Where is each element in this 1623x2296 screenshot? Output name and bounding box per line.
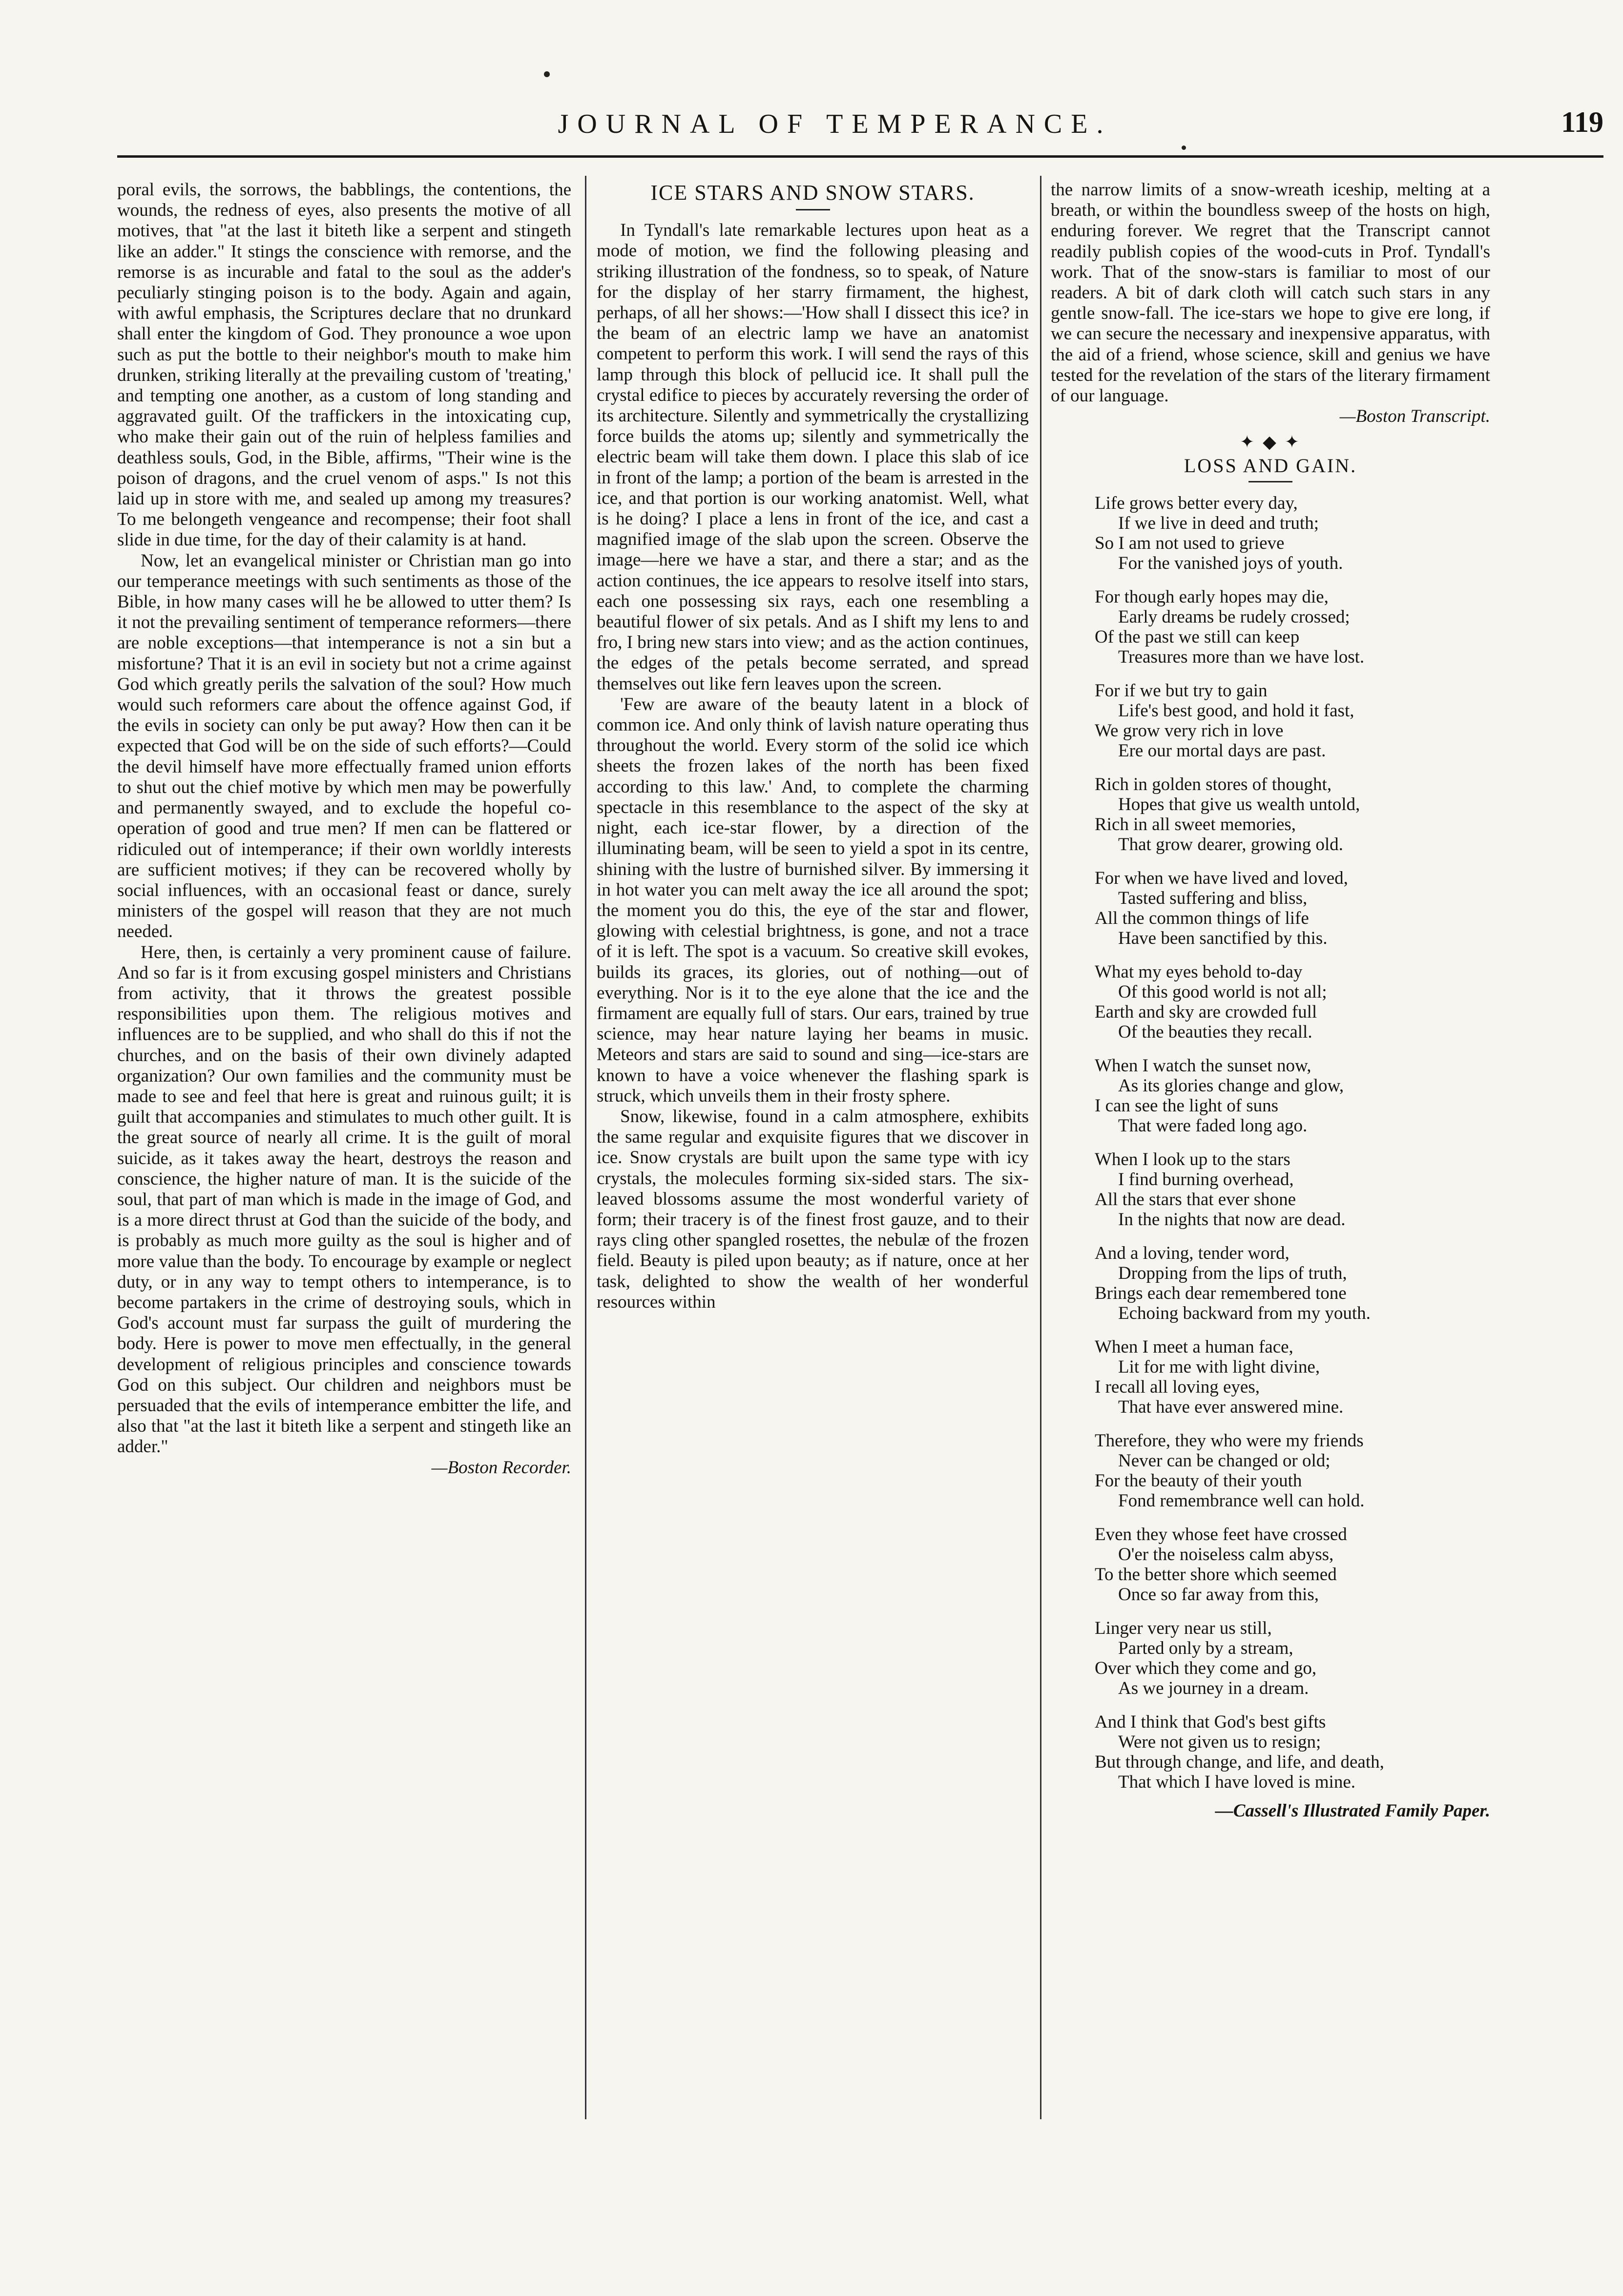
poem-line: Rich in all sweet memories, [1095, 814, 1296, 835]
poem-line: Linger very near us still, [1095, 1618, 1272, 1638]
poem-line: O'er the noiseless calm abyss, [1118, 1544, 1334, 1565]
poem-line: I find burning overhead, [1118, 1169, 1294, 1190]
poem-line: Lit for me with light divine, [1118, 1357, 1320, 1377]
poem-line: Of this good world is not all; [1118, 981, 1327, 1002]
poem-stanza [1095, 493, 1490, 573]
poem-line: When I watch the sunset now, [1095, 1055, 1311, 1076]
poem-stanza [1095, 587, 1490, 667]
article-source: —Boston Recorder. [431, 1457, 571, 1478]
poem-line: What my eyes behold to-day [1095, 961, 1303, 982]
ornamental-divider: ✦ ◆ ✦ [1239, 432, 1301, 452]
article-paragraph: Snow, likewise, found in a calm atmosphere, exhibits the same regular and exquisite figures that we discover in ice. Snow crystals are built upon the same type with icy crystals, the molecules forming six-sided stars. The six-leaved blossoms assume the most wonderful variety of form; their tracery is of the finest frost gauze, and to their rays cling other spangled rosettes, the nebulæ of the frozen field. Beauty is piled upon beauty; as if nature, once at her task, delighted to show the wealth of her wonderful resources within [597, 1106, 1029, 1312]
poem-line: Have been sanctified by this. [1118, 928, 1328, 948]
column-one [117, 180, 571, 2118]
poem-line: If we live in deed and truth; [1118, 513, 1319, 533]
poem-line: Were not given us to resign; [1118, 1732, 1321, 1752]
poem [1051, 493, 1490, 1792]
poem-line: And I think that God's best gifts [1095, 1712, 1326, 1732]
poem-line: Ere our mortal days are past. [1118, 740, 1326, 761]
column-divider [585, 176, 586, 2119]
poem-stanza [1095, 962, 1490, 1042]
article-paragraph: 'Few are aware of the beauty latent in a block of common ice. And only think of lavish nature operating thus throughout the world. Every storm of the solid ice which sheets the frozen lakes of the north has been fixed according to this law.' And, to complete the charming spectacle in this resemblance to the aspect of the sky at night, each ice-star flower, by a direction of the illuminating beam, will be seen to yield a spot in its centre, shining with the lustre of burnished silver. By immersing it in hot water you can melt away the ice all around the spot; the moment you do this, the eye of the star and flower, glowing with celestial brightness, is gone, and not a trace of it is left. The spot is a vacuum. So creative skill evokes, builds its graces, its glories, out of nothing—out of everything. Nor is it to the eye alone that the ice and the firmament are equally full of stars. Our ears, trained by true science, may hear nature laying her beams in music. Meteors and stars are said to sound and sing—ice-stars are known to have a voice whenever the flashing spark is struck, which unveils them in their frosty sphere. [597, 694, 1029, 1106]
poem-line: When I meet a human face, [1095, 1336, 1293, 1357]
poem-line: Dropping from the lips of truth, [1118, 1263, 1347, 1283]
article-paragraph: Now, let an evangelical minister or Christian man go into our temperance meetings with such sentiments as those of the Bible, in how many cases will he be allowed to utter them? Is it not the prevailing sentiment of temperance reformers—there are noble exceptions—that intemperance is not a sin but a misfortune? That it is an evil in society but not a crime against God which greatly perils the salvation of the soul? How much would such reformers care about the offence against God, if the evils in society can only be put away? How then can it be expected that God will be on the side of such efforts?—Could the devil himself have more effectually framed union efforts to shut out the chief motive by which men may be powerfully and permanently swayed, and to exclude the hopeful co-operation of good and true men? If men can be flattered or ridiculed out of intemperance; if their own worldly interests are sufficient motives; if they can be recovered wholly by social influences, with an occasional feast or dance, surely ministers of the gospel will reason that they are not much needed. [117, 550, 571, 942]
poem-title: LOSS AND GAIN. [1184, 454, 1357, 477]
poem-line: As we journey in a dream. [1118, 1678, 1309, 1698]
poem-line: For if we but try to gain [1095, 680, 1268, 701]
poem-line: I recall all loving eyes, [1095, 1377, 1260, 1397]
poem-line: Life's best good, and hold it fast, [1118, 700, 1354, 721]
poem-source: —Cassell's Illustrated Family Paper. [1215, 1800, 1490, 1821]
poem-line: Rich in golden stores of thought, [1095, 774, 1332, 794]
running-header: JOURNAL OF TEMPERANCE. [558, 109, 1112, 139]
title-rule [1248, 481, 1292, 482]
article-continuation: the narrow limits of a snow-wreath iceship, melting at a breath, or within the boundless sweep of the hosts on high, enduring forever. We regret that the Transcript cannot readily publish copies of the wood-cuts in Prof. Tyndall's work. That of the snow-stars is familiar to most of our readers. A bit of dark cloth will catch such stars in any gentle snow-fall. The ice-stars we hope to give ere long, if we can secure the necessary and inexpensive apparatus, with the aid of a friend, whose science, skill and genius we have tested for the revelation of the stars of the literary firmament of our language. [1051, 180, 1490, 406]
poem-line: That were faded long ago. [1118, 1115, 1308, 1136]
poem-line: When I look up to the stars [1095, 1149, 1290, 1169]
poem-line: Never can be changed or old; [1118, 1450, 1331, 1471]
poem-line: Fond remembrance well can hold. [1118, 1490, 1365, 1511]
article-paragraph: Here, then, is certainly a very prominent cause of failure. And so far is it from excusing gospel ministers and Christians from activity, that it throws the greatest possible responsibilities upon them. The religious motives and influences are to be supplied, and who shall do this if not the churches, and on the basis of their own divinely adapted organization? Our own families and the community must be made to see and feel that here is great and ruinous guilt; it is guilt that accompanies and stimulates to much other guilt. It is the great source of nearly all crime. It is the guilt of moral suicide, as it takes away the heart, destroys the reason and conscience, the higher nature of man. It is the suicide of the soul, that part of man which is made in the image of God, and is a more direct thrust at God than the suicide of the body, and is probably as much more guilty as the soul is higher and of more value than the body. To encourage by example or neglect duty, or in any way to tempt others to intemperance, is to become partakers in the crime of destroying souls, which in God's account must far surpass the guilt of murdering the body. Here is power to move men effectually, in the general development of religious principles and conscience towards God on this subject. Our children and neighbors must be persuaded that the evils of intemperance embitter the life, and also that "at the last it biteth like a serpent and stingeth like an adder." [117, 942, 571, 1457]
poem-line: Echoing backward from my youth. [1118, 1303, 1371, 1323]
poem-stanza [1095, 681, 1490, 761]
poem-line: We grow very rich in love [1095, 720, 1284, 741]
poem-line: For the vanished joys of youth. [1118, 553, 1343, 573]
poem-line: Even they whose feet have crossed [1095, 1524, 1347, 1545]
poem-line: Of the past we still can keep [1095, 626, 1300, 647]
ink-dot [544, 71, 550, 77]
poem-stanza [1095, 1618, 1490, 1698]
poem-line: So I am not used to grieve [1095, 533, 1285, 553]
column-two [597, 183, 1029, 2118]
poem-line: As its glories change and glow, [1118, 1075, 1344, 1096]
poem-stanza [1095, 774, 1490, 855]
article-source: —Boston Transcript. [1339, 406, 1490, 427]
poem-line: I can see the light of suns [1095, 1095, 1279, 1116]
poem-stanza [1095, 1243, 1490, 1323]
poem-line: Treasures more than we have lost. [1118, 647, 1365, 667]
ink-dot [1182, 146, 1186, 150]
poem-line: For when we have lived and loved, [1095, 868, 1348, 888]
poem-line: That grow dearer, growing old. [1118, 834, 1343, 855]
poem-line: And a loving, tender word, [1095, 1243, 1290, 1263]
article-paragraph: poral evils, the sorrows, the babblings, the contentions, the wounds, the redness of eyes, also presents the motive of all motives, that "at the last it biteth like a serpent and stingeth like an adder." It stings the conscience with remorse, and the remorse is as incurable and fatal to the soul as the adder's peculiarly stinging poison is to the body. Again and again, with awful emphasis, the Scriptures declare that no drunkard shall enter the kingdom of God. They pronounce a woe upon such as put the bottle to their neighbor's mouth to make him drunken, striking literally at the prevailing custom of 'treating,' and tempting one another, as a custom of long standing and aggravated guilt. Of the traffickers in the intoxicating cup, who make their gain out of the ruin of helpless families and deathless souls, God, in the Bible, affirms, "Their wine is the poison of dragons, and the cruel venom of asps." Is not this laid up in store with me, and sealed up among my treasures? To me belongeth vengeance and recompense; their foot shall slide in due time, for the day of their calamity is at hand. [117, 180, 571, 550]
article-title: ICE STARS AND SNOW STARS. [650, 183, 975, 205]
poem-line: In the nights that now are dead. [1118, 1209, 1346, 1230]
article-paragraph: In Tyndall's late remarkable lectures upon heat as a mode of motion, we find the following pleasing and striking illustration of the fondness, so to speak, of Nature for the display of her starry firmament, the highest, perhaps, of all her shows:—'How shall I dissect this ice? in the beam of an electric lamp we have an anatomist competent to perform this work. I will send the rays of this lamp through this block of pellucid ice. It shall pull the crystal edifice to pieces by accurately reversing the order of its architecture. Silently and symmetrically the crystallizing force builds the atoms up; silently and symmetrically the electric beam will take them down. I place this slab of ice in front of the lamp; a portion of the beam is arrested in the ice, and that portion is our working anatomist. Well, what is he doing? I place a lens in front of the ice, and cast a magnified image of the slab upon the screen. Observe the image—here we have a star, and there a star; and as the action continues, the ice appears to resolve itself into stars, each one possessing six rays, each one resembling a beautiful flower of six petals. And as I shift my lens to and fro, I bring new stars into view; and as the action continues, the edges of the petals become serrated, and spread themselves out like fern leaves upon the screen. [597, 220, 1029, 694]
poem-line: Early dreams be rudely crossed; [1118, 606, 1350, 627]
poem-stanza [1095, 1149, 1490, 1230]
poem-line: For though early hopes may die, [1095, 586, 1329, 607]
poem-line: Of the beauties they recall. [1118, 1022, 1312, 1042]
poem-stanza [1095, 1056, 1490, 1136]
poem-line: To the better shore which seemed [1095, 1564, 1337, 1585]
poem-line: That which I have loved is mine. [1118, 1772, 1356, 1792]
poem-line: But through change, and life, and death, [1095, 1752, 1384, 1772]
title-rule [796, 209, 830, 210]
poem-line: Over which they come and go, [1095, 1658, 1317, 1678]
poem-line: Hopes that give us wealth untold, [1118, 794, 1360, 814]
poem-line: Brings each dear remembered tone [1095, 1283, 1347, 1303]
poem-line: Therefore, they who were my friends [1095, 1430, 1364, 1451]
poem-line: That have ever answered mine. [1118, 1397, 1344, 1417]
poem-stanza [1095, 1524, 1490, 1605]
poem-line: Life grows better every day, [1095, 493, 1298, 513]
poem-line: All the stars that ever shone [1095, 1189, 1296, 1210]
poem-stanza [1095, 1337, 1490, 1417]
column-three [1051, 180, 1490, 2118]
poem-line: Earth and sky are crowded full [1095, 1002, 1317, 1022]
poem-line: Once so far away from this, [1118, 1584, 1319, 1605]
poem-line: Parted only by a stream, [1118, 1638, 1293, 1658]
poem-stanza [1095, 868, 1490, 948]
page-number: 119 [1561, 106, 1603, 138]
column-divider [1040, 176, 1041, 2119]
poem-line: For the beauty of their youth [1095, 1470, 1302, 1491]
poem-line: All the common things of life [1095, 908, 1309, 928]
poem-line: Tasted suffering and bliss, [1118, 888, 1308, 908]
poem-stanza [1095, 1431, 1490, 1511]
header-rule [117, 155, 1603, 158]
poem-stanza [1095, 1712, 1490, 1792]
